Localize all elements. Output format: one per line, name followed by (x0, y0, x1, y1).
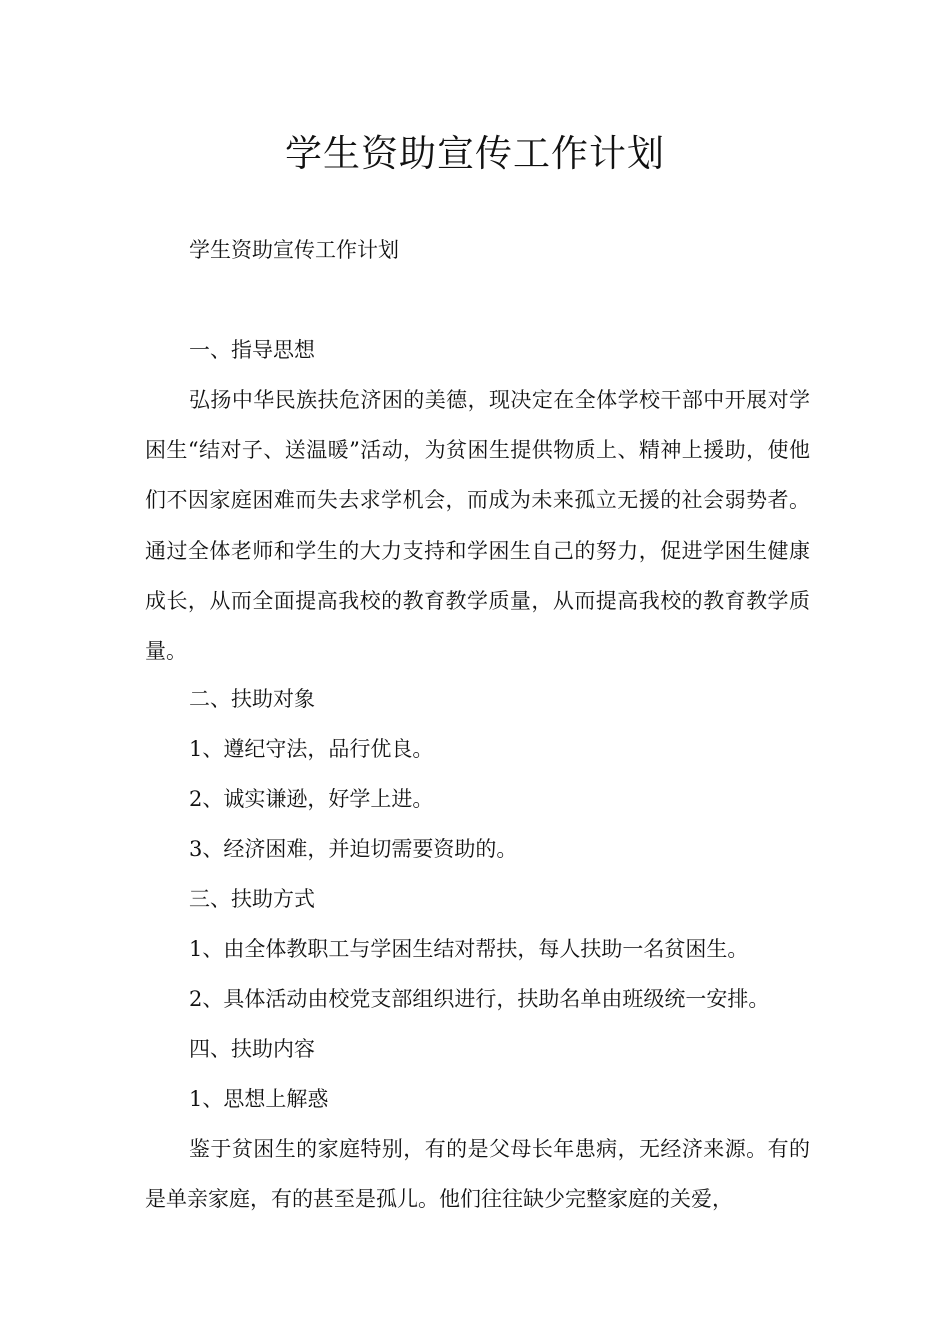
section-heading-assistance-methods: 三、扶助方式 (189, 887, 315, 911)
paragraph-ideological-guidance: 鉴于贫困生的家庭特别，有的是父母长年患病，无经济来源。有的是单亲家庭，有的甚至是孤儿。他们往往缺少完整家庭的关爱， (145, 1137, 810, 1212)
list-item: 1、遵纪守法，品行优良。 (189, 737, 434, 761)
section-heading-assistance-content: 四、扶助内容 (189, 1037, 315, 1061)
list-item: 3、经济困难，并迫切需要资助的。 (189, 837, 518, 861)
paragraph-guiding-ideology: 弘扬中华民族扶危济困的美德，现决定在全体学校干部中开展对学困生“结对子、送温暖”活动，为贫困生提供物质上、精神上援助，使他们不因家庭困难而失去求学机会，而成为未来孤立无援的社会弱势者。通过全体老师和学生的大力支持和学困生自己的努力，促进学困生健康成长，从而全面提高我校的教育教学质量，从而提高我校的教育教学质量。 (145, 388, 810, 664)
list-item: 2、诚实谦逊，好学上进。 (189, 787, 434, 811)
list-item: 1、由全体教职工与学困生结对帮扶，每人扶助一名贫困生。 (189, 937, 749, 961)
section-heading-assistance-targets: 二、扶助对象 (189, 687, 315, 711)
document-subtitle: 学生资助宣传工作计划 (189, 238, 399, 262)
subsection-heading-ideological-guidance: 1、思想上解惑 (189, 1087, 329, 1111)
document-title: 学生资助宣传工作计划 (285, 132, 665, 175)
list-item: 2、具体活动由校党支部组织进行，扶助名单由班级统一安排。 (189, 987, 770, 1011)
section-heading-guiding-ideology: 一、指导思想 (189, 338, 315, 362)
